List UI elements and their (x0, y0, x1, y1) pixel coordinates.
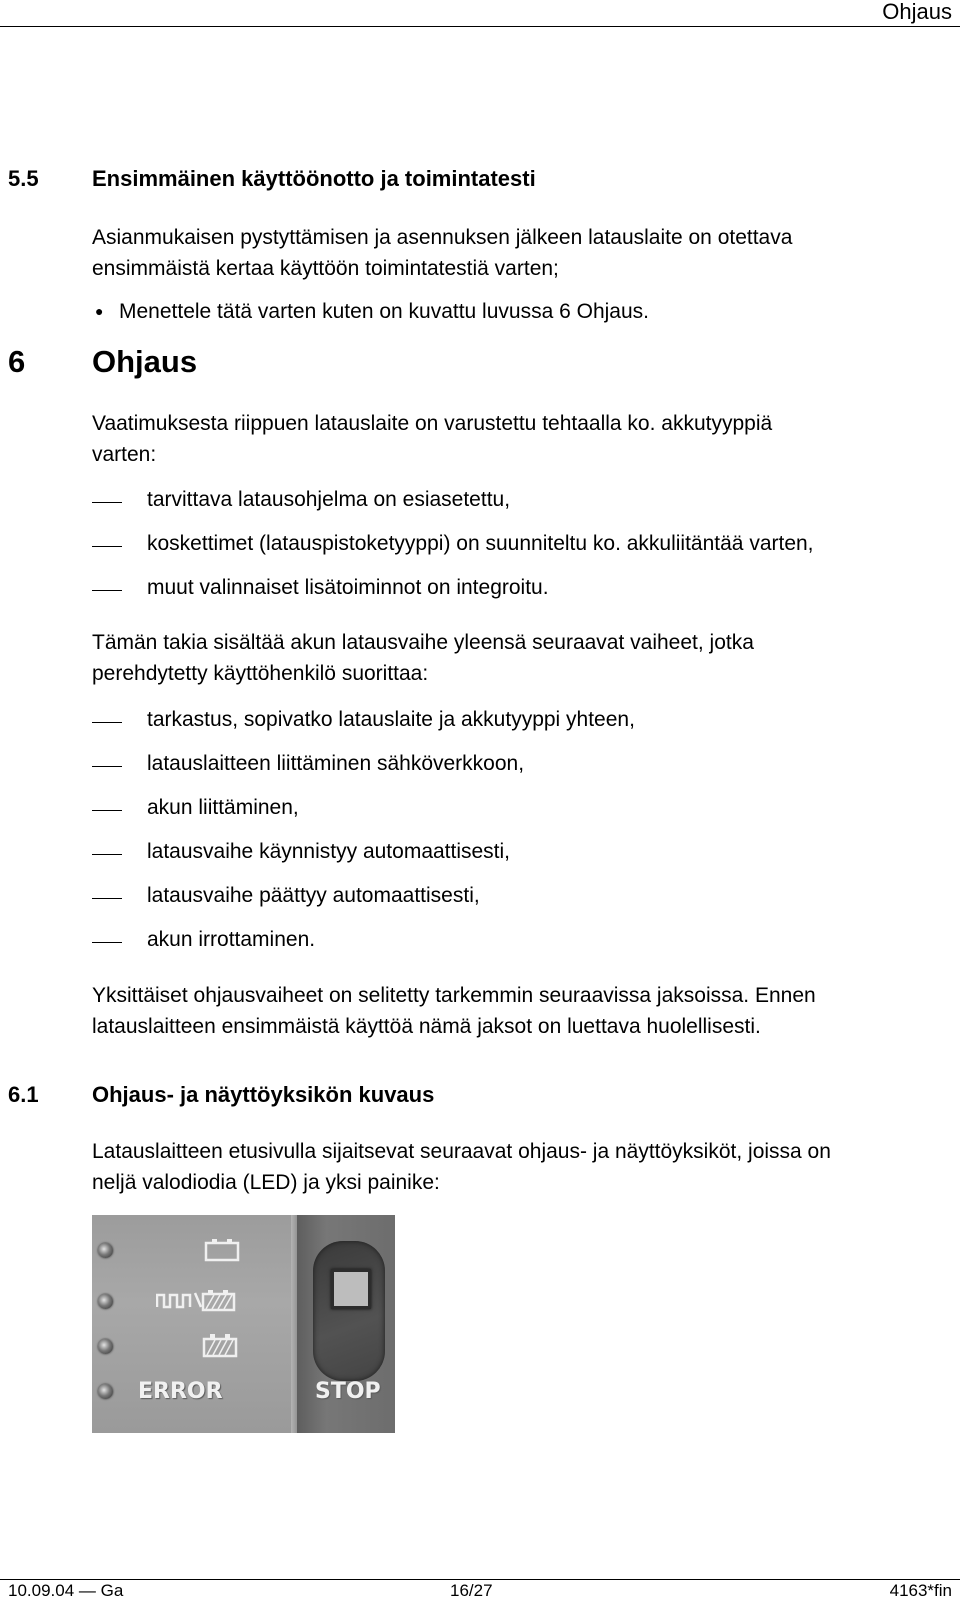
charged-battery-icon (202, 1331, 238, 1359)
chapter-number: 6 (8, 344, 26, 379)
led-indicator (98, 1243, 113, 1258)
button-frame (313, 1241, 385, 1381)
dash-icon (92, 942, 122, 943)
paragraph-line: Yksittäiset ohjausvaiheet on selitetty tarkemmin seuraavissa jaksoissa. Ennen (92, 984, 816, 1007)
paragraph-line: latauslaitteen ensimmäistä käyttöä nämä jaksot on luettava huolellisesti. (92, 1015, 761, 1038)
list-item: akun irrottaminen. (147, 928, 316, 951)
intro-paragraph (92, 408, 932, 470)
dash-icon (92, 546, 122, 547)
error-label: ERROR (138, 1379, 223, 1404)
section-paragraph (92, 222, 932, 284)
dash-icon (92, 722, 122, 723)
stop-label: STOP (315, 1379, 381, 1404)
page-number: 16/27 (450, 1581, 493, 1600)
dash-icon (92, 810, 122, 811)
list-item: akun liittäminen, (147, 796, 299, 819)
dash-icon (92, 898, 122, 899)
dash-icon (92, 854, 122, 855)
led-indicator (98, 1339, 113, 1354)
paragraph-line: ensimmäistä kertaa käyttöön toimintatestiä varten; (92, 257, 559, 280)
section-title: Ohjaus- ja näyttöyksikön kuvaus (92, 1082, 435, 1107)
bullet-icon: ● (95, 303, 104, 319)
paragraph-line: Latauslaitteen etusivulla sijaitsevat seuraavat ohjaus- ja näyttöyksiköt, joissa on (92, 1140, 831, 1163)
paragraph (92, 980, 942, 1042)
paragraph-line: Asianmukaisen pystyttämisen ja asennuksen jälkeen latauslaite on otettava (92, 226, 793, 249)
footer-rule (0, 1579, 960, 1580)
paragraph-line: Vaatimuksesta riippuen latauslaite on varustettu tehtaalla ko. akkutyyppiä (92, 412, 773, 435)
list-item: tarvittava latausohjelma on esiasetettu, (147, 488, 511, 511)
list-item: tarkastus, sopivatko latauslaite ja akkutyyppi yhteen, (147, 708, 635, 731)
control-panel-photo (92, 1215, 395, 1433)
dash-icon (92, 502, 122, 503)
paragraph-line: varten: (92, 443, 157, 466)
section-number: 5.5 (8, 166, 39, 191)
battery-icon (204, 1237, 240, 1263)
footer-date: 10.09.04 — Ga (8, 1581, 124, 1600)
section-number: 6.1 (8, 1082, 39, 1107)
section-paragraph (92, 1136, 942, 1198)
stop-button (331, 1269, 371, 1309)
dash-icon (92, 590, 122, 591)
led-indicator (98, 1384, 113, 1399)
dash-icon (92, 766, 122, 767)
paragraph-line: perehdytetty käyttöhenkilö suorittaa: (92, 662, 429, 685)
list-item: latauslaitteen liittäminen sähköverkkoon, (147, 752, 525, 775)
list-item: koskettimet (latauspistoketyyppi) on suunniteltu ko. akkuliitäntää varten, (147, 532, 814, 555)
list-item: latausvaihe päättyy automaattisesti, (147, 884, 480, 907)
list-item: muut valinnaiset lisätoiminnot on integroitu. (147, 576, 549, 599)
chapter-title: Ohjaus (92, 344, 198, 379)
pulse-battery-icon (156, 1285, 236, 1313)
bullet-text: Menettele tätä varten kuten on kuvattu luvussa 6 Ohjaus. (119, 300, 649, 323)
paragraph (92, 627, 932, 689)
paragraph-line: Tämän takia sisältää akun latausvaihe yleensä seuraavat vaiheet, jotka (92, 631, 754, 654)
paragraph-line: neljä valodiodia (LED) ja yksi painike: (92, 1171, 440, 1194)
led-indicator (98, 1294, 113, 1309)
list-item: latausvaihe käynnistyy automaattisesti, (147, 840, 511, 863)
section-title: Ensimmäinen käyttöönotto ja toimintatesti (92, 166, 536, 191)
header-rule (0, 26, 960, 27)
document-code: 4163*fin (889, 1581, 952, 1600)
page-header-title: Ohjaus (882, 0, 952, 24)
